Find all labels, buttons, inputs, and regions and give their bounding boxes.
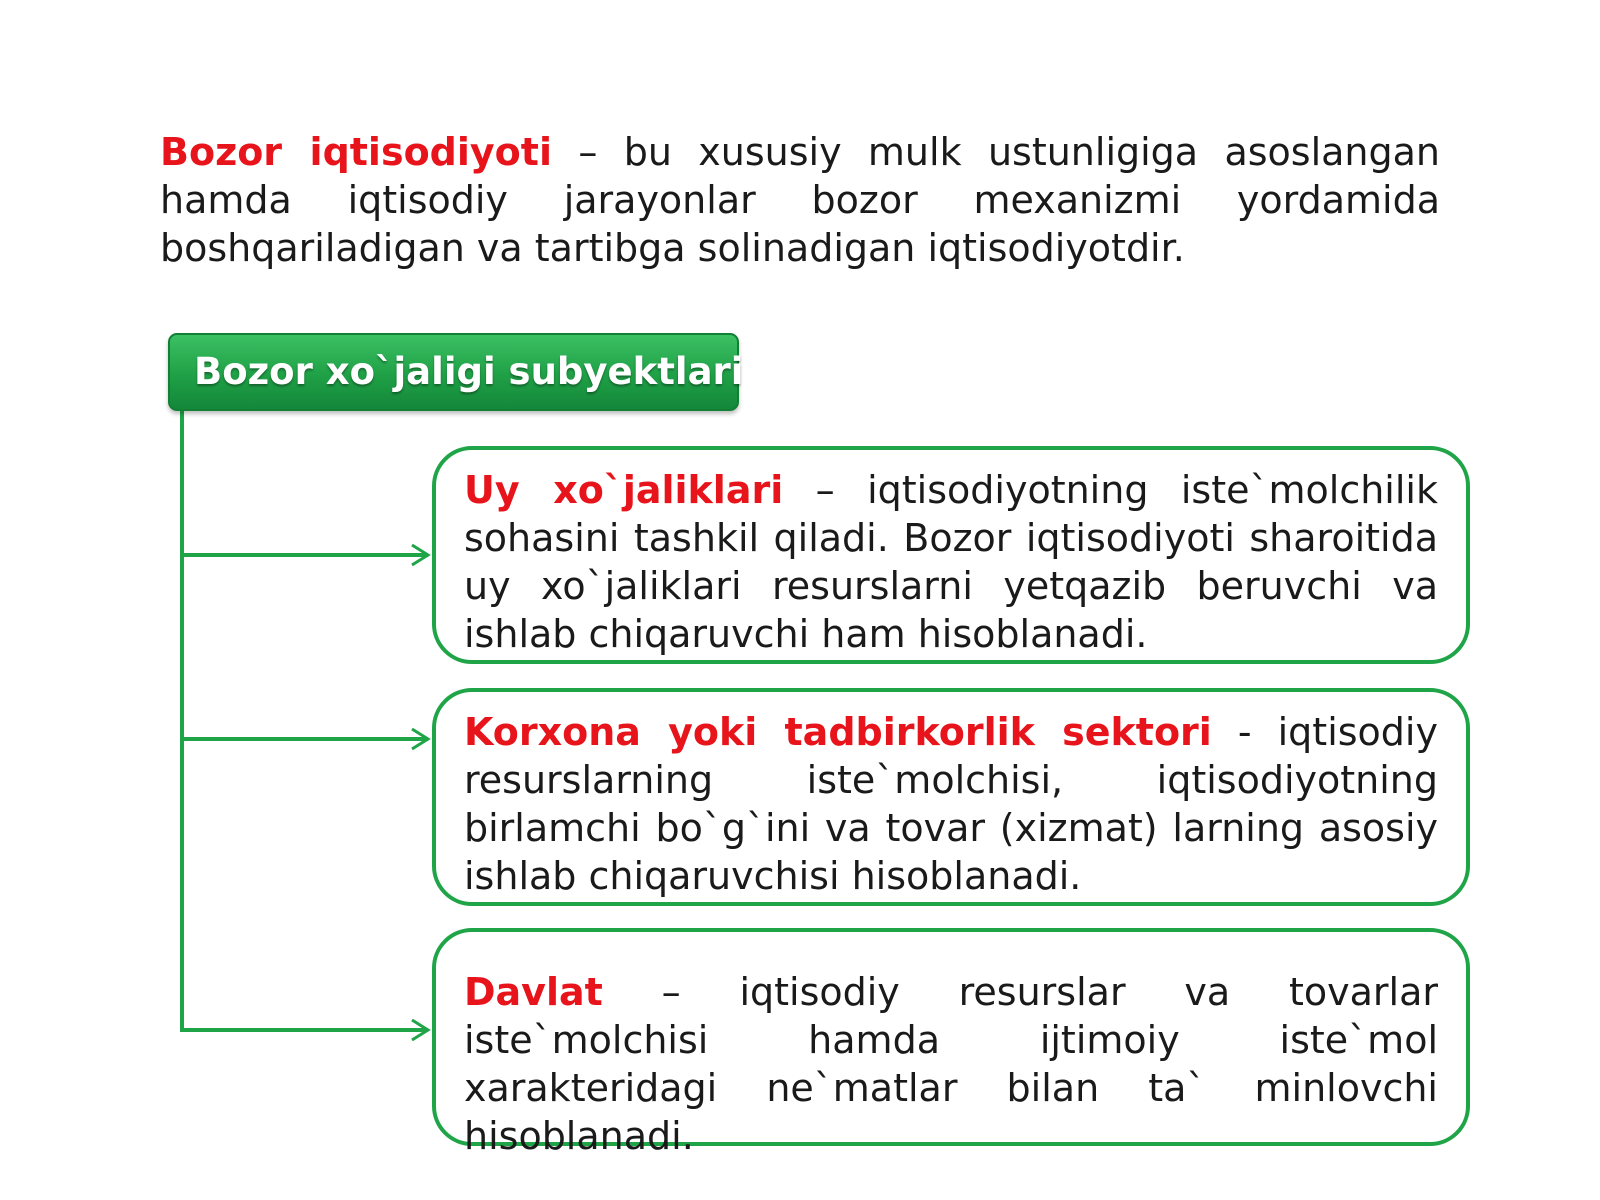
subject-card-davlat xyxy=(432,928,1470,1158)
intro-text: – bu xususiy mulk ustunligiga asoslangan hamda iqtisodiy jarayonlar bozor mexanizmi yordamida boshqariladigan va tartibga solinadigan iqtisodiyotdir. xyxy=(160,130,1441,270)
subject-term: Korxona yoki tadbirkorlik sektori xyxy=(464,710,1212,754)
subject-term: Uy xo`jaliklari xyxy=(464,468,784,512)
subjects-header: Bozor xo`jaligi subyektlari xyxy=(168,333,739,411)
arrow-korxona xyxy=(182,729,428,749)
subject-card-korxona xyxy=(432,688,1470,906)
arrow-uy-xojaliklari xyxy=(182,545,428,565)
subject-term: Davlat xyxy=(464,970,603,1014)
subject-card-uy-xojaliklari xyxy=(432,446,1470,664)
intro-definition xyxy=(160,128,1440,272)
subject-text: – iqtisodiy resurslar va tovarlar iste`molchisi hamda ijtimoiy iste`mol xarakteridagi ne`matlar bilan ta` minlovchi hisoblanadi. xyxy=(464,970,1438,1158)
subject-text: – iqtisodiyotning iste`molchilik sohasini tashkil qiladi. Bozor iqtisodiyoti sharoitida uy xo`jaliklari resurslarni yetqazib beruvchi va ishlab chiqaruvchi ham hisoblanadi. xyxy=(464,468,1438,656)
intro-term: Bozor iqtisodiyoti xyxy=(160,130,552,174)
subject-text: - iqtisodiy resurslarning iste`molchisi, iqtisodiyotning birlamchi bo`g`ini va tovar (xizmat) larning asosiy ishlab chiqaruvchisi hisoblanadi. xyxy=(464,710,1438,898)
arrow-davlat xyxy=(182,1020,428,1040)
